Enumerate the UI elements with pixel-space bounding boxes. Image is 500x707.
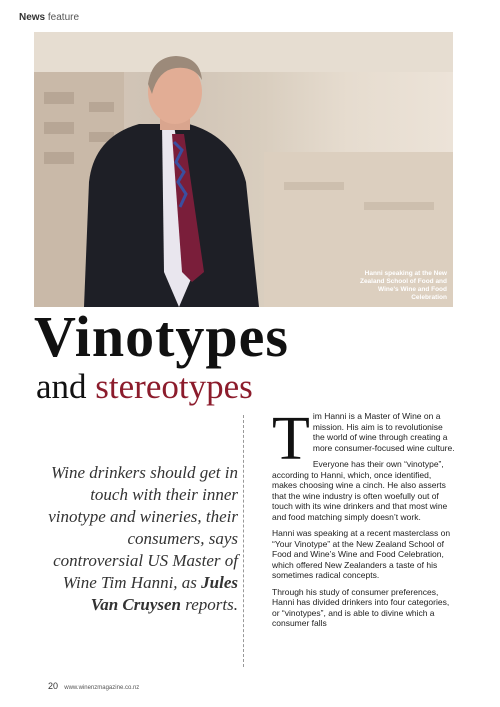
- footer-url: www.winenzmagazine.co.nz: [64, 685, 140, 691]
- photo-caption: Hanni speaking at the New Zealand School of Food and Wine's Wine and Food Celebration: [359, 270, 447, 301]
- article-body: [272, 405, 456, 635]
- standfirst-text: Wine drinkers should get in touch with their inner vinotype and wineries, their consumers, says controversial US Master of Wine Tim Hanni, as: [48, 463, 238, 592]
- subheadline: [36, 366, 253, 408]
- section-type: feature: [47, 12, 80, 23]
- page-footer: [48, 681, 139, 691]
- drop-cap: T: [272, 405, 310, 473]
- section-tag: [19, 12, 79, 23]
- author-name: Jules Van Cruysen: [90, 573, 238, 614]
- paragraph-2: Everyone has their own “vinotype”, according to Hanni, which, once identified, makes choosing wine a cinch. He also asserts that the wine industry is often woefully out of touch with its wine drinkers and that most wine and food matching simply doesn’t work.: [272, 459, 448, 522]
- page-number: 20: [48, 681, 59, 691]
- paragraph-1: im Hanni is a Master of Wine on a mission. His aim is to revolutionise the world of wine through creating a more consumer-focused wine culture.: [312, 411, 455, 453]
- paragraph-4: Through his study of consumer preferences, Hanni has divided drinkers into four categories, or “vinotypes”, and is able to divine which a consumer falls: [272, 586, 450, 628]
- headline: Vinotypes: [34, 304, 289, 369]
- subhead-and: and: [36, 367, 87, 406]
- section-name: News: [19, 12, 46, 23]
- feature-photo: [34, 32, 453, 307]
- photo-illustration: [34, 32, 453, 307]
- column-divider: [243, 415, 244, 667]
- paragraph-3: Hanni was speaking at a recent masterclass on “Your Vinotype” at the New Zealand School of Food and Wine’s Wine and Food Celebration, which offered New Zealanders a taste of his sometimes radical concepts.: [272, 528, 451, 580]
- standfirst: [40, 462, 238, 616]
- subhead-stereotypes: stereotypes: [95, 367, 253, 406]
- standfirst-tail: reports.: [185, 595, 238, 614]
